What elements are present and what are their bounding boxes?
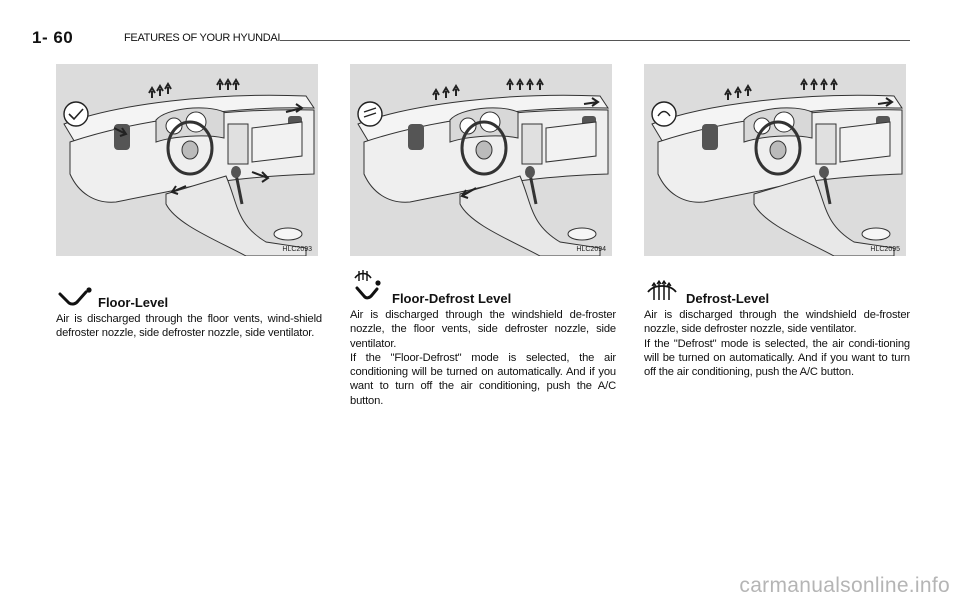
figure-code: HLC2094	[576, 246, 606, 253]
section-heading	[350, 268, 616, 306]
chapter-title: FEATURES OF YOUR HYUNDAI	[124, 32, 281, 44]
section-paragraph: Air is discharged through the windshield de-froster nozzle, the floor vents, side defroster nozzle, side ventilator.	[350, 309, 616, 350]
section-paragraph: Air is discharged through the windshield de-froster nozzle, side defroster nozzle, side ventilator.	[644, 309, 910, 336]
section-floor-level	[56, 284, 322, 341]
page-header	[32, 28, 910, 48]
figure-floor-defrost-level	[350, 64, 612, 256]
section-heading	[56, 284, 322, 310]
section-title: Floor-Level	[98, 295, 169, 310]
header-rule	[280, 40, 910, 41]
section-paragraph: Air is discharged through the floor vents, wind-shield defroster nozzle, side defroster nozzle, side ventilator.	[56, 313, 322, 340]
section-paragraph: If the "Floor-Defrost" mode is selected, the air conditioning will be turned on automatically. And if you want to turn off the air conditioning, push the A/C button.	[350, 351, 616, 407]
section-defrost-level	[644, 278, 910, 379]
floor-defrost-mode-icon	[350, 268, 388, 306]
section-title: Floor-Defrost Level	[392, 291, 512, 306]
figure-code: HLC2093	[282, 246, 312, 253]
floor-level-mode-icon	[56, 284, 94, 310]
vent-mode-badge	[358, 102, 382, 126]
section-paragraph: If the "Defrost" mode is selected, the air condi-tioning will be turned on automatically. And if you want to turn off the air conditioning, push the A/C button.	[644, 337, 910, 379]
watermark: carmanualsonline.info	[739, 574, 950, 597]
defrost-mode-icon	[644, 278, 682, 306]
dashboard-illustration	[350, 64, 612, 256]
page-number: 1- 60	[32, 28, 74, 47]
figure-code: HLC2095	[870, 246, 900, 253]
vent-mode-badge	[64, 102, 88, 126]
section-floor-defrost-level	[350, 268, 616, 408]
vent-mode-badge	[652, 102, 676, 126]
section-heading	[644, 278, 910, 306]
dashboard-illustration	[644, 64, 906, 256]
figure-defrost-level	[644, 64, 906, 256]
figure-floor-level	[56, 64, 318, 256]
dashboard-illustration	[56, 64, 318, 256]
section-title: Defrost-Level	[686, 291, 770, 306]
